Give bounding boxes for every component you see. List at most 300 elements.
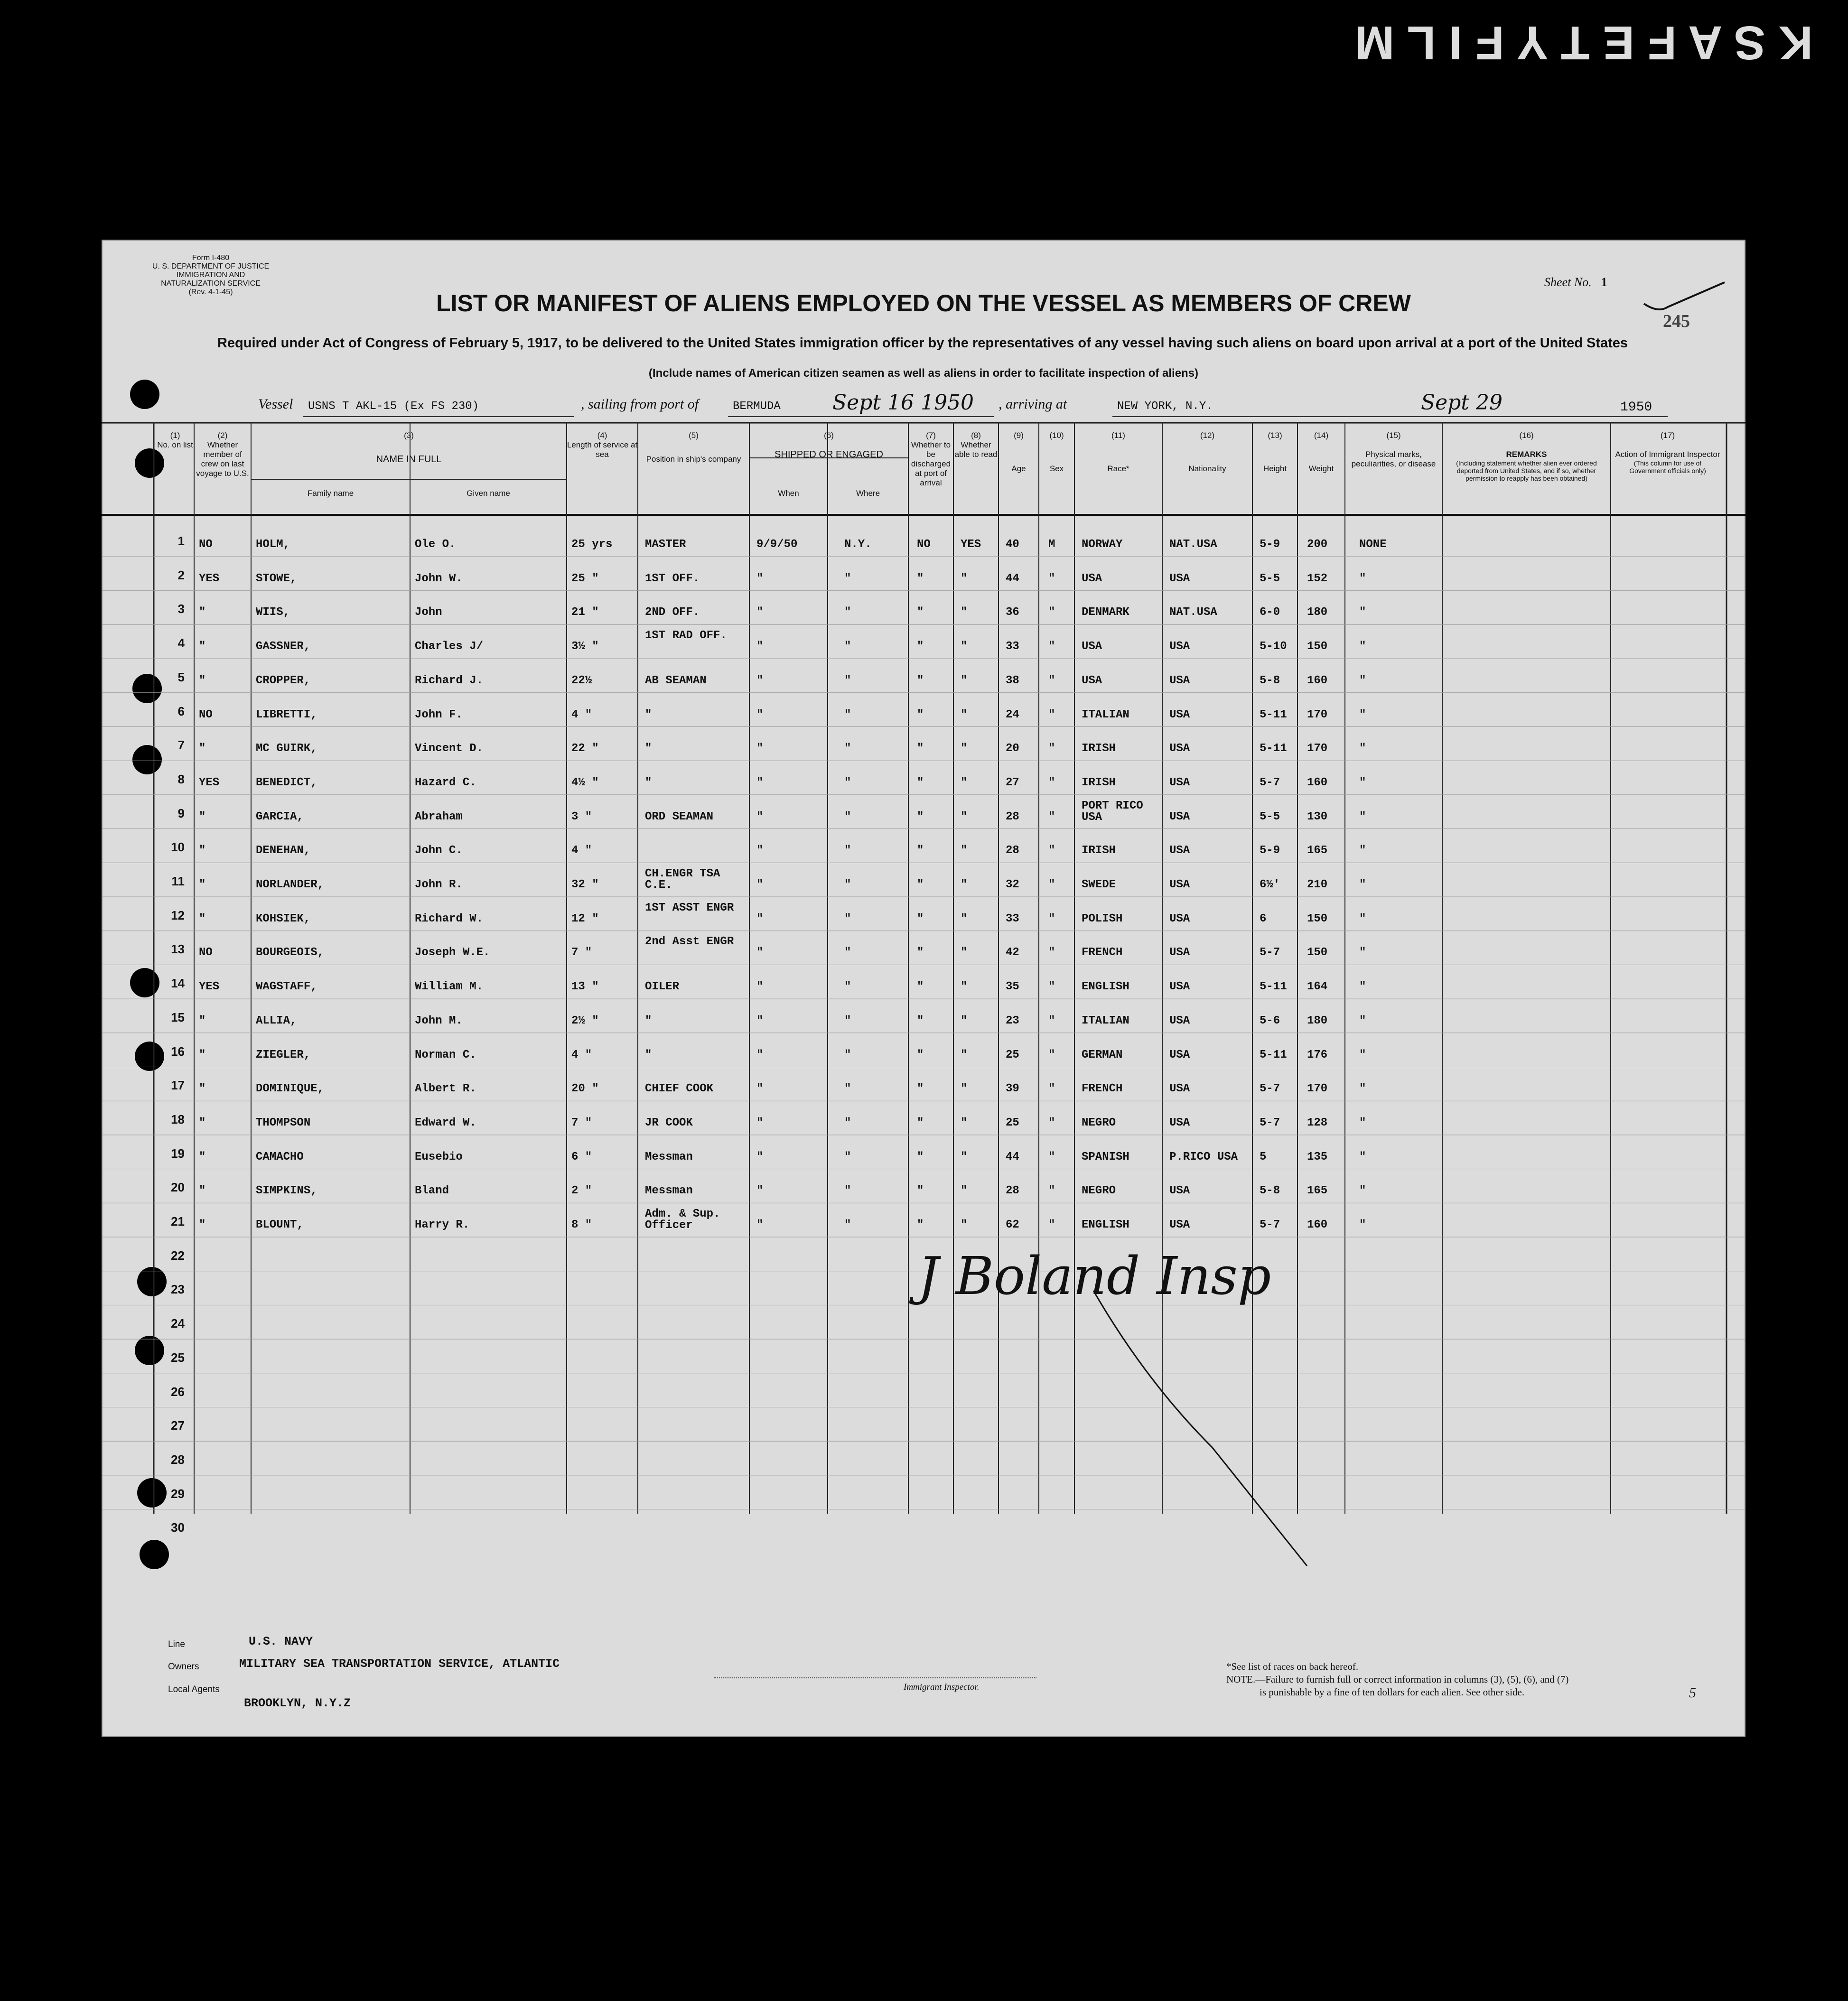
- race-cell: NEGRO: [1082, 1184, 1116, 1198]
- age-cell: 44: [1006, 1150, 1019, 1163]
- able-to-read-cell: ": [961, 674, 968, 687]
- physical-marks-cell: ": [1359, 1184, 1366, 1198]
- height-cell: 5-7: [1260, 1082, 1280, 1096]
- given-name-cell: Edward W.: [415, 1116, 476, 1129]
- prev-voyage-cell: NO: [199, 946, 213, 959]
- age-cell: 28: [1006, 1184, 1019, 1198]
- nationality-cell: USA: [1169, 708, 1190, 721]
- col-2-header: (2) Whether member of crew on last voyage to U.S.: [196, 431, 249, 478]
- row-number: 25: [171, 1350, 185, 1365]
- age-cell: 38: [1006, 674, 1019, 687]
- able-to-read-cell: ": [961, 1116, 968, 1129]
- shipped-where-cell: ": [844, 810, 851, 823]
- row-number: 13: [171, 942, 185, 957]
- position-cell: CH.ENGR TSA C.E.: [645, 867, 720, 892]
- height-cell: 5-9: [1260, 844, 1280, 857]
- row-number: 3: [177, 602, 185, 616]
- prev-voyage-cell: NO: [199, 708, 213, 721]
- age-cell: 35: [1006, 980, 1019, 994]
- where-header: Where: [856, 489, 880, 498]
- given-name-cell: Albert R.: [415, 1082, 476, 1096]
- service-length-cell: 32 ": [571, 878, 599, 891]
- row-number: 19: [171, 1146, 185, 1161]
- shipped-where-cell: ": [844, 980, 851, 994]
- discharge-cell: ": [917, 606, 924, 619]
- position-cell: 1ST ASST ENGR: [645, 901, 734, 914]
- nationality-cell: USA: [1169, 980, 1190, 994]
- physical-marks-cell: ": [1359, 844, 1366, 857]
- physical-marks-cell: ": [1359, 1150, 1366, 1163]
- sex-cell: ": [1048, 1014, 1055, 1027]
- discharge-cell: ": [917, 946, 924, 959]
- prev-voyage-cell: ": [199, 878, 206, 891]
- given-name-header: Given name: [467, 489, 510, 498]
- race-cell: NORWAY: [1082, 538, 1123, 551]
- discharge-cell: ": [917, 640, 924, 653]
- arriving-label: , arriving at: [999, 396, 1067, 412]
- nationality-cell: USA: [1169, 742, 1190, 755]
- discharge-cell: ": [917, 980, 924, 994]
- able-to-read-cell: ": [961, 878, 968, 891]
- weight-cell: 150: [1307, 912, 1328, 925]
- age-cell: 33: [1006, 640, 1019, 653]
- given-name-cell: Eusebio: [415, 1150, 463, 1163]
- race-cell: IRISH: [1082, 844, 1116, 857]
- row-number: 16: [171, 1044, 185, 1059]
- col-15-header: (15) Physical marks, peculiarities, or disease: [1351, 431, 1436, 468]
- shipped-where-cell: ": [844, 1150, 851, 1163]
- row-number: 20: [171, 1180, 185, 1195]
- able-to-read-cell: ": [961, 742, 968, 755]
- row-number: 6: [177, 704, 185, 718]
- position-cell: ": [645, 708, 652, 721]
- discharge-cell: ": [917, 1219, 924, 1231]
- shipped-where-cell: ": [844, 606, 851, 619]
- weight-cell: 164: [1307, 980, 1328, 994]
- race-cell: USA: [1082, 674, 1102, 687]
- family-name-cell: MC GUIRK,: [256, 742, 317, 755]
- vessel-info-line: [258, 391, 1672, 420]
- nationality-cell: USA: [1169, 844, 1190, 857]
- height-cell: 5-7: [1260, 776, 1280, 789]
- physical-marks-cell: ": [1359, 776, 1366, 789]
- given-name-cell: Joseph W.E.: [415, 946, 490, 959]
- row-number: 2: [177, 568, 185, 582]
- service-length-cell: 21 ": [571, 606, 599, 619]
- given-name-cell: Bland: [415, 1184, 449, 1198]
- race-cell: NEGRO: [1082, 1116, 1116, 1129]
- nationality-cell: USA: [1169, 946, 1190, 959]
- prev-voyage-cell: ": [199, 674, 206, 687]
- discharge-cell: ": [917, 878, 924, 891]
- service-length-cell: 20 ": [571, 1082, 599, 1096]
- port-from: BERMUDA: [733, 400, 781, 413]
- position-cell: 2ND OFF.: [645, 606, 700, 619]
- row-number: 4: [177, 636, 185, 651]
- col-4-header: (4) Length of service at sea: [567, 431, 638, 459]
- col-13-header: (13) Height: [1263, 431, 1287, 473]
- row-number: 26: [171, 1384, 185, 1399]
- nationality-cell: USA: [1169, 1219, 1190, 1231]
- age-cell: 33: [1006, 912, 1019, 925]
- shipped-when-cell: ": [756, 1116, 764, 1129]
- sex-cell: ": [1048, 674, 1055, 687]
- sex-cell: ": [1048, 572, 1055, 585]
- service-name: IMMIGRATION AND NATURALIZATION SERVICE: [161, 271, 261, 288]
- able-to-read-cell: ": [961, 640, 968, 653]
- race-cell: PORT RICO USA: [1082, 799, 1143, 824]
- sex-cell: ": [1048, 1219, 1055, 1231]
- family-name-cell: BENEDICT,: [256, 776, 317, 789]
- age-cell: 23: [1006, 1014, 1019, 1027]
- crew-table: [102, 422, 1745, 1535]
- when-header: When: [778, 489, 799, 498]
- given-name-cell: Charles J/: [415, 640, 484, 653]
- weight-cell: 170: [1307, 742, 1328, 755]
- family-name-cell: HOLM,: [256, 538, 290, 551]
- prev-voyage-cell: ": [199, 912, 206, 925]
- able-to-read-cell: YES: [961, 538, 981, 551]
- prev-voyage-cell: ": [199, 1048, 206, 1061]
- shipped-when-cell: ": [756, 776, 764, 789]
- race-cell: IRISH: [1082, 776, 1116, 789]
- height-cell: 5-11: [1260, 1048, 1287, 1061]
- penalty-note: NOTE.—Failure to furnish full or correct information in columns (3), (5), (6), and (7): [1226, 1674, 1569, 1685]
- inspector-label: Immigrant Inspector.: [904, 1682, 980, 1692]
- physical-marks-cell: ": [1359, 1219, 1366, 1231]
- position-cell: Messman: [645, 1150, 693, 1163]
- family-name-cell: BLOUNT,: [256, 1219, 304, 1231]
- age-cell: 28: [1006, 844, 1019, 857]
- family-name-cell: WAGSTAFF,: [256, 980, 317, 994]
- col-6-header: (6) SHIPPED OR ENGAGED: [775, 431, 883, 460]
- family-name-cell: DENEHAN,: [256, 844, 311, 857]
- col-9-header: (9) Age: [1011, 431, 1026, 473]
- given-name-cell: Hazard C.: [415, 776, 476, 789]
- physical-marks-cell: ": [1359, 708, 1366, 721]
- able-to-read-cell: ": [961, 572, 968, 585]
- sex-cell: ": [1048, 776, 1055, 789]
- sex-cell: M: [1048, 538, 1055, 551]
- row-number: 15: [171, 1010, 185, 1024]
- shipped-when-cell: ": [756, 742, 764, 755]
- sex-cell: ": [1048, 1082, 1055, 1096]
- physical-marks-cell: ": [1359, 1116, 1366, 1129]
- nationality-cell: P.RICO USA: [1169, 1150, 1238, 1163]
- height-cell: 6-0: [1260, 606, 1280, 619]
- physical-marks-cell: ": [1359, 1014, 1366, 1027]
- shipped-where-cell: ": [844, 844, 851, 857]
- nationality-cell: NAT.USA: [1169, 538, 1217, 551]
- age-cell: 36: [1006, 606, 1019, 619]
- nationality-cell: USA: [1169, 1116, 1190, 1129]
- service-length-cell: 2½ ": [571, 1014, 599, 1027]
- weight-cell: 210: [1307, 878, 1328, 891]
- weight-cell: 170: [1307, 1082, 1328, 1096]
- age-cell: 42: [1006, 946, 1019, 959]
- sex-cell: ": [1048, 1184, 1055, 1198]
- race-cell: GERMAN: [1082, 1048, 1123, 1061]
- height-cell: 5-11: [1260, 980, 1287, 994]
- weight-cell: 160: [1307, 1219, 1328, 1231]
- family-name-cell: CROPPER,: [256, 674, 311, 687]
- service-length-cell: 6 ": [571, 1150, 592, 1163]
- row-number: 1: [177, 534, 185, 548]
- height-cell: 5-8: [1260, 1184, 1280, 1198]
- col-11-header: (11) Race*: [1107, 431, 1129, 473]
- punch-hole: [130, 380, 159, 409]
- weight-cell: 180: [1307, 1014, 1328, 1027]
- family-name-cell: STOWE,: [256, 572, 297, 585]
- shipped-where-cell: ": [844, 1014, 851, 1027]
- height-cell: 6½': [1260, 878, 1280, 891]
- department-name: U. S. DEPARTMENT OF JUSTICE: [152, 262, 270, 270]
- family-name-header: Family name: [307, 489, 354, 498]
- col-17-header: (17) Action of Immigrant Inspector (This column for use of Government officials only): [1615, 431, 1720, 475]
- given-name-cell: John W.: [415, 572, 463, 585]
- signature-stroke: [1089, 1286, 1316, 1571]
- discharge-cell: ": [917, 1014, 924, 1027]
- prev-voyage-cell: ": [199, 844, 206, 857]
- shipped-where-cell: N.Y.: [844, 538, 872, 551]
- position-cell: ": [645, 1048, 652, 1061]
- height-cell: 5-11: [1260, 742, 1287, 755]
- prev-voyage-cell: ": [199, 742, 206, 755]
- penalty-note-continued: is punishable by a fine of ten dollars for each alien. See other side.: [1260, 1686, 1525, 1698]
- service-length-cell: 3 ": [571, 810, 592, 823]
- service-length-cell: 22½: [571, 674, 592, 687]
- height-cell: 5-5: [1260, 572, 1280, 585]
- nationality-cell: USA: [1169, 640, 1190, 653]
- weight-cell: 150: [1307, 640, 1328, 653]
- family-name-cell: SIMPKINS,: [256, 1184, 317, 1198]
- row-number: 10: [171, 840, 185, 855]
- sex-cell: ": [1048, 708, 1055, 721]
- physical-marks-cell: ": [1359, 606, 1366, 619]
- discharge-cell: NO: [917, 538, 931, 551]
- position-cell: ": [645, 776, 652, 789]
- shipped-when-cell: ": [756, 1184, 764, 1198]
- age-cell: 25: [1006, 1048, 1019, 1061]
- manifest-page: [102, 240, 1745, 1737]
- age-cell: 20: [1006, 742, 1019, 755]
- film-edge-marking: K S A F E T Y F I L M: [1355, 16, 1813, 69]
- family-name-cell: WIIS,: [256, 606, 290, 619]
- shipped-where-cell: ": [844, 674, 851, 687]
- position-cell: 1ST OFF.: [645, 572, 700, 585]
- row-number: 5: [177, 670, 185, 684]
- col-5-header: (5) Position in ship's company: [646, 431, 741, 464]
- race-cell: POLISH: [1082, 912, 1123, 925]
- service-length-cell: 8 ": [571, 1219, 592, 1231]
- row-number: 9: [177, 806, 185, 820]
- family-name-cell: CAMACHO: [256, 1150, 304, 1163]
- shipped-where-cell: ": [844, 1048, 851, 1061]
- sex-cell: ": [1048, 742, 1055, 755]
- prev-voyage-cell: ": [199, 1184, 206, 1198]
- weight-cell: 130: [1307, 810, 1328, 823]
- sheet-label: Sheet No.: [1544, 275, 1592, 289]
- race-cell: ENGLISH: [1082, 1219, 1129, 1231]
- shipped-where-cell: ": [844, 572, 851, 585]
- col-8-header: (8) Whether able to read: [954, 431, 998, 459]
- shipped-where-cell: ": [844, 1082, 851, 1096]
- discharge-cell: ": [917, 844, 924, 857]
- weight-cell: 200: [1307, 538, 1328, 551]
- race-cell: FRENCH: [1082, 946, 1123, 959]
- height-cell: 5: [1260, 1150, 1267, 1163]
- service-length-cell: 13 ": [571, 980, 599, 994]
- able-to-read-cell: ": [961, 946, 968, 959]
- weight-cell: 135: [1307, 1150, 1328, 1163]
- prev-voyage-cell: YES: [199, 572, 220, 585]
- given-name-cell: Harry R.: [415, 1219, 470, 1231]
- shipped-when-cell: 9/9/50: [756, 538, 798, 551]
- row-number: 12: [171, 908, 185, 922]
- position-cell: CHIEF COOK: [645, 1082, 714, 1096]
- age-cell: 27: [1006, 776, 1019, 789]
- discharge-cell: ": [917, 810, 924, 823]
- discharge-cell: ": [917, 742, 924, 755]
- height-cell: 6: [1260, 912, 1267, 925]
- given-name-cell: Abraham: [415, 810, 463, 823]
- shipped-when-cell: ": [756, 708, 764, 721]
- nationality-cell: USA: [1169, 572, 1190, 585]
- row-number: 29: [171, 1486, 185, 1501]
- able-to-read-cell: ": [961, 1082, 968, 1096]
- sheet-number: [1544, 275, 1607, 289]
- race-cell: ITALIAN: [1082, 708, 1129, 721]
- shipped-when-cell: ": [756, 606, 764, 619]
- given-name-cell: Ole O.: [415, 538, 456, 551]
- age-cell: 25: [1006, 1116, 1019, 1129]
- page-subtitle: Required under Act of Congress of February 5, 1917, to be delivered to the United States immigration officer by the representatives of any vessel having such aliens on board upon arrival at a port of the United States: [217, 335, 1628, 351]
- service-length-cell: 25 ": [571, 572, 599, 585]
- row-number: 8: [177, 772, 185, 786]
- given-name-cell: William M.: [415, 980, 484, 994]
- owners-value: MILITARY SEA TRANSPORTATION SERVICE, ATLANTIC: [239, 1657, 560, 1671]
- row-number: 7: [177, 738, 185, 753]
- row-number: 23: [171, 1282, 185, 1297]
- col-12-header: (12) Nationality: [1188, 431, 1226, 473]
- family-name-cell: THOMPSON: [256, 1116, 311, 1129]
- race-cell: USA: [1082, 572, 1102, 585]
- line-label: Line: [168, 1639, 185, 1649]
- position-cell: 2nd Asst ENGR: [645, 935, 734, 949]
- weight-cell: 176: [1307, 1048, 1328, 1061]
- col-3-header: (3) NAME IN FULL: [376, 431, 442, 465]
- row-number: 22: [171, 1248, 185, 1263]
- height-cell: 5-7: [1260, 946, 1280, 959]
- physical-marks-cell: ": [1359, 1048, 1366, 1061]
- given-name-cell: John M.: [415, 1014, 463, 1027]
- nationality-cell: NAT.USA: [1169, 606, 1217, 619]
- weight-cell: 128: [1307, 1116, 1328, 1129]
- shipped-when-cell: ": [756, 1219, 764, 1231]
- given-name-cell: John C.: [415, 844, 463, 857]
- nationality-cell: USA: [1169, 674, 1190, 687]
- given-name-cell: John R.: [415, 878, 463, 891]
- weight-cell: 170: [1307, 708, 1328, 721]
- able-to-read-cell: ": [961, 1014, 968, 1027]
- weight-cell: 180: [1307, 606, 1328, 619]
- position-cell: AB SEAMAN: [645, 674, 707, 687]
- position-cell: 1ST RAD OFF.: [645, 629, 727, 642]
- shipped-where-cell: ": [844, 912, 851, 925]
- age-cell: 24: [1006, 708, 1019, 721]
- service-length-cell: 12 ": [571, 912, 599, 925]
- discharge-cell: ": [917, 708, 924, 721]
- nationality-cell: USA: [1169, 878, 1190, 891]
- row-number: 28: [171, 1452, 185, 1467]
- height-cell: 5-6: [1260, 1014, 1280, 1027]
- able-to-read-cell: ": [961, 606, 968, 619]
- prev-voyage-cell: ": [199, 640, 206, 653]
- height-cell: 5-7: [1260, 1219, 1280, 1231]
- weight-cell: 165: [1307, 1184, 1328, 1198]
- family-name-cell: ZIEGLER,: [256, 1048, 311, 1061]
- row-number: 21: [171, 1214, 185, 1229]
- position-cell: ": [645, 742, 652, 755]
- prev-voyage-cell: YES: [199, 980, 220, 994]
- arrive-date: Sept 29: [1421, 391, 1503, 415]
- physical-marks-cell: ": [1359, 674, 1366, 687]
- race-cell: ITALIAN: [1082, 1014, 1129, 1027]
- shipped-when-cell: ": [756, 1082, 764, 1096]
- revision-date: (Rev. 4-1-45): [188, 288, 233, 296]
- sex-cell: ": [1048, 946, 1055, 959]
- service-length-cell: 3½ ": [571, 640, 599, 653]
- row-number: 18: [171, 1112, 185, 1126]
- inspector-signature-line: [714, 1677, 1036, 1678]
- physical-marks-cell: ": [1359, 742, 1366, 755]
- row-number: 30: [171, 1520, 185, 1535]
- position-cell: Adm. & Sup. Officer: [645, 1208, 720, 1232]
- race-cell: SPANISH: [1082, 1150, 1129, 1163]
- shipped-when-cell: ": [756, 674, 764, 687]
- given-name-cell: John F.: [415, 708, 463, 721]
- nationality-cell: USA: [1169, 810, 1190, 823]
- service-length-cell: 2 ": [571, 1184, 592, 1198]
- shipped-when-cell: ": [756, 1048, 764, 1061]
- position-cell: Messman: [645, 1184, 693, 1198]
- prev-voyage-cell: ": [199, 1150, 206, 1163]
- service-length-cell: 4½ ": [571, 776, 599, 789]
- page-title: LIST OR MANIFEST OF ALIENS EMPLOYED ON THE VESSEL AS MEMBERS OF CREW: [436, 290, 1411, 316]
- sheet-value: 1: [1601, 275, 1607, 289]
- physical-marks-cell: ": [1359, 640, 1366, 653]
- service-length-cell: 22 ": [571, 742, 599, 755]
- discharge-cell: ": [917, 776, 924, 789]
- able-to-read-cell: ": [961, 1150, 968, 1163]
- sex-cell: ": [1048, 606, 1055, 619]
- row-number: 14: [171, 976, 185, 991]
- age-cell: 39: [1006, 1082, 1019, 1096]
- agents-value: BROOKLYN, N.Y.Z: [244, 1696, 351, 1710]
- weight-cell: 152: [1307, 572, 1328, 585]
- corner-mark: 5: [1689, 1685, 1696, 1701]
- sailing-label: , sailing from port of: [581, 396, 699, 412]
- age-cell: 40: [1006, 538, 1019, 551]
- discharge-cell: ": [917, 1082, 924, 1096]
- shipped-where-cell: ": [844, 1184, 851, 1198]
- sail-date: Sept 16 1950: [832, 391, 974, 415]
- weight-cell: 160: [1307, 674, 1328, 687]
- inspector-signature: J Boland Insp: [918, 1246, 1271, 1306]
- shipped-where-cell: ": [844, 1219, 851, 1231]
- physical-marks-cell: ": [1359, 946, 1366, 959]
- discharge-cell: ": [917, 1116, 924, 1129]
